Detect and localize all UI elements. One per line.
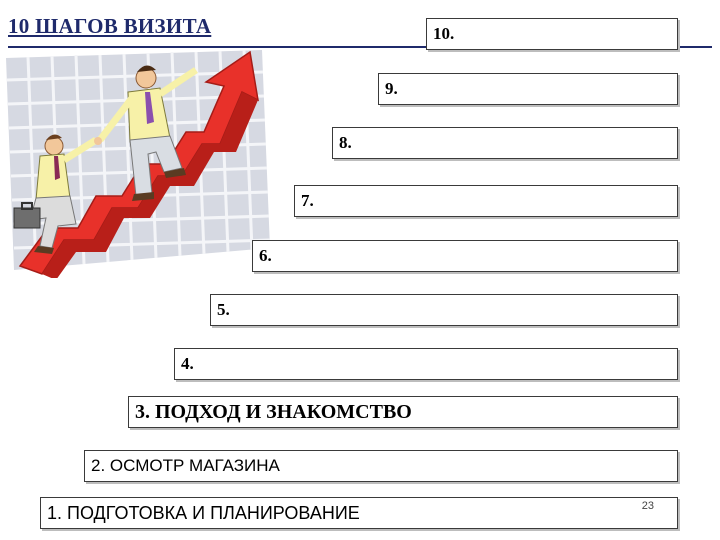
step-9-box: 9. bbox=[378, 73, 678, 105]
step-4-box: 4. bbox=[174, 348, 678, 380]
step-8-box: 8. bbox=[332, 127, 678, 159]
step-6-box: 6. bbox=[252, 240, 678, 272]
step-2-box: 2. ОСМОТР МАГАЗИНА bbox=[84, 450, 678, 482]
page-number: 23 bbox=[641, 500, 654, 512]
step-10-box: 10. bbox=[426, 18, 678, 50]
step-1-box: 1. ПОДГОТОВКА И ПЛАНИРОВАНИЕ bbox=[40, 497, 678, 529]
slide-title: 10 ШАГОВ ВИЗИТА bbox=[8, 14, 212, 38]
step-5-box: 5. bbox=[210, 294, 678, 326]
step-7-box: 7. bbox=[294, 185, 678, 217]
climbing-arrow-illustration bbox=[0, 48, 280, 278]
step-3-box: 3. ПОДХОД И ЗНАКОМСТВО bbox=[128, 396, 678, 428]
